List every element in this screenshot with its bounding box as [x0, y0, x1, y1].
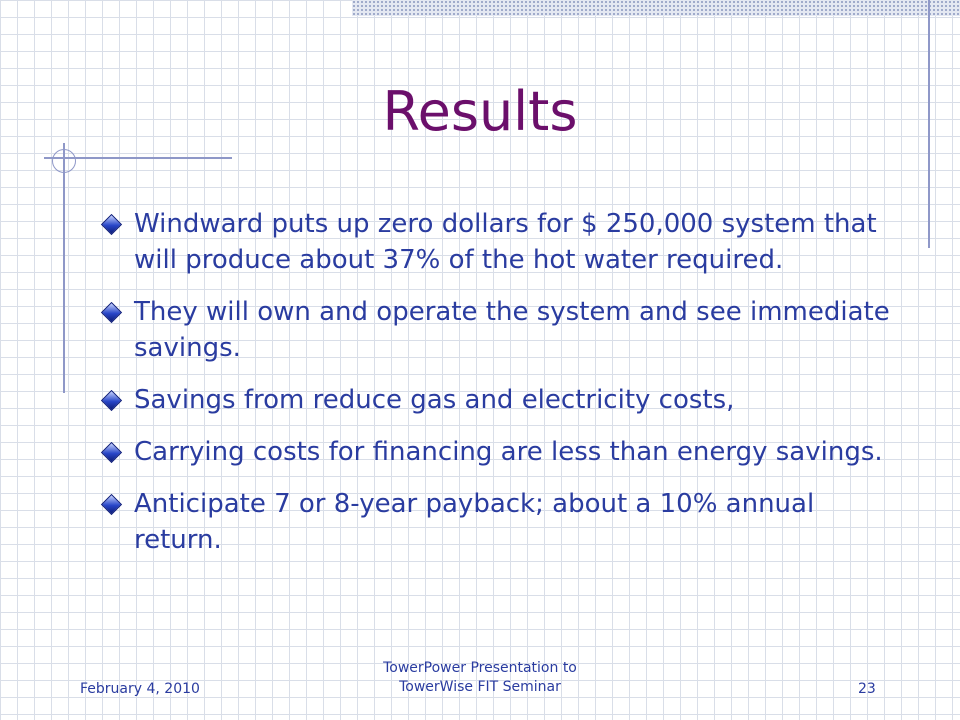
bullet-item: [100, 434, 900, 470]
bullet-item: [100, 206, 900, 278]
decorative-top-band: [352, 0, 960, 16]
footer-presentation-title: [330, 659, 630, 697]
bullet-text: Savings from reduce gas and electricity costs,: [134, 385, 735, 415]
diamond-bullet-icon: [101, 302, 122, 323]
decorative-circle: [52, 149, 76, 173]
page-number: 23: [858, 681, 876, 697]
diamond-bullet-icon: [101, 214, 122, 235]
bullet-text: Anticipate 7 or 8-year payback; about a 10% annual return.: [134, 489, 815, 555]
bullet-text: Windward puts up zero dollars for $ 250,000 system that will produce about 37% of the hot water required.: [134, 209, 877, 275]
bullet-item: [100, 486, 900, 558]
decorative-vertical-line-left: [63, 143, 65, 393]
diamond-bullet-icon: [101, 442, 122, 463]
bullet-item: [100, 382, 900, 418]
slide-title: Results: [382, 80, 578, 143]
footer-date: February 4, 2010: [80, 681, 200, 697]
bullet-item: [100, 294, 900, 366]
diamond-bullet-icon: [101, 390, 122, 411]
footer-center-line-2: TowerWise FIT Seminar: [399, 679, 561, 695]
diamond-bullet-icon: [101, 494, 122, 515]
footer-center-line-1: TowerPower Presentation to: [383, 660, 577, 676]
bullet-text: They will own and operate the system and see immediate savings.: [134, 297, 890, 363]
bullet-text: Carrying costs for financing are less than energy savings.: [134, 437, 883, 467]
bullet-list: [100, 206, 900, 574]
